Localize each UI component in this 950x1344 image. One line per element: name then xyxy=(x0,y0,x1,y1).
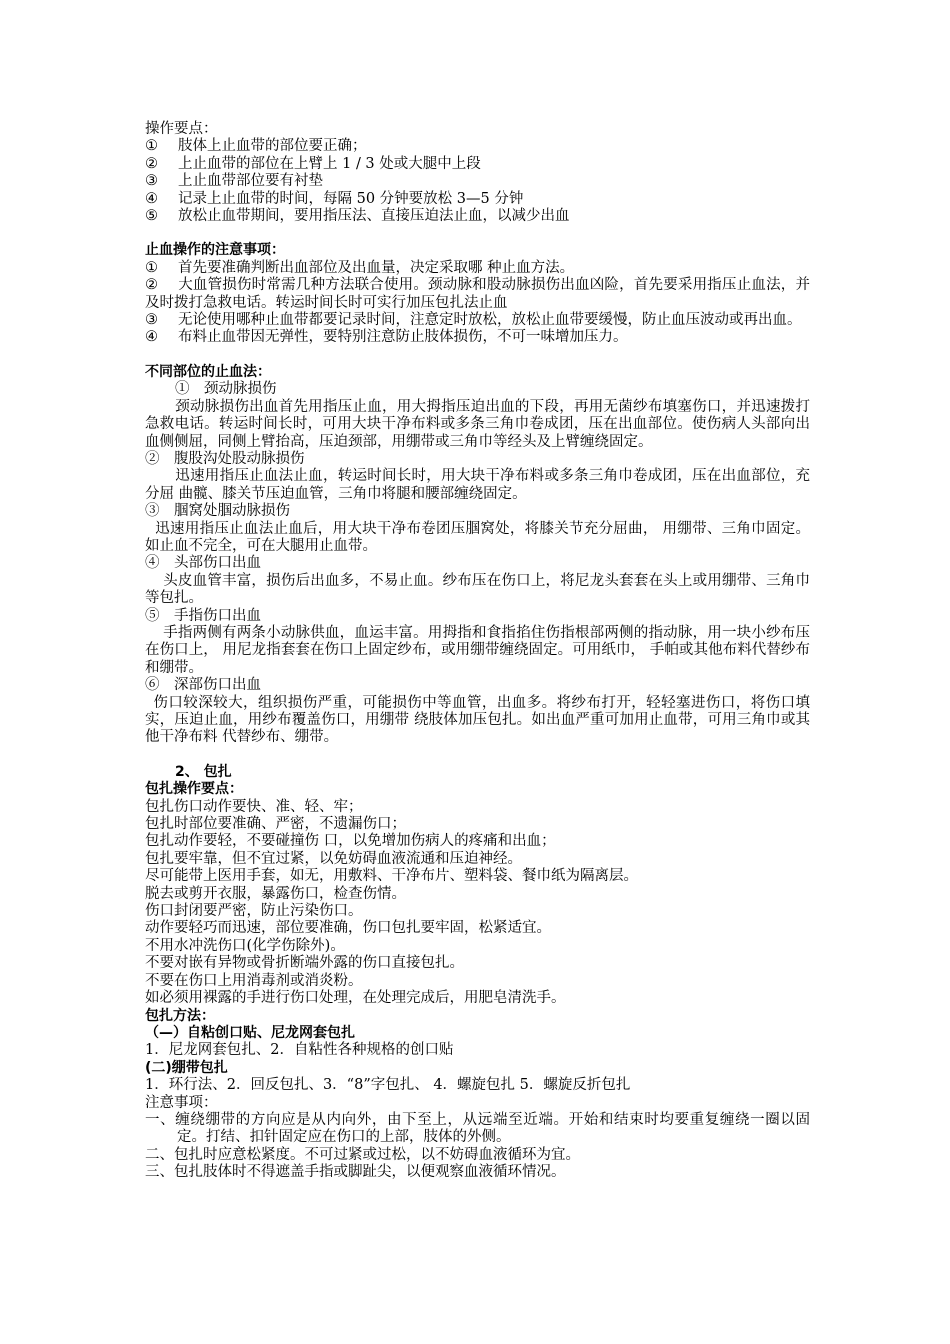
bandage-point: 脱去或剪开衣服，暴露伤口，检查伤情。 xyxy=(145,885,406,902)
bandage-point: 尽可能带上医用手套，如无，用敷料、干净布片、塑料袋、餐巾纸为隔离层。 xyxy=(145,868,638,885)
caution-item: ③ 无论使用哪种止血带都要记录时间，注意定时放松，放松止血带要缓慢，防止血压波动或再出血。 xyxy=(145,312,802,329)
bandage-point: 包扎要牢靠，但不宜过紧，以免妨碍血液流通和压迫神经。 xyxy=(145,850,522,867)
site-body: 头皮血管丰富，损伤后出血多，不易止血。纱布压在伤口上，将尼龙头套套在头上或用绷带、三角巾等包扎。 xyxy=(145,572,810,607)
bandage-point: 动作要轻巧而迅速，部位要准确，伤口包扎要牢固，松紧适宜。 xyxy=(145,920,551,937)
site-title: ⑤ 手指伤口出血 xyxy=(145,607,261,624)
bandage-point: 不要在伤口上用消毒剂或消炎粉。 xyxy=(145,972,363,989)
caution-item: ① 首先要准确判断出血部位及出血量，决定采取哪 种止血方法。 xyxy=(145,259,575,276)
bandage-section-title: 2、 包扎 xyxy=(175,763,232,780)
site-title: ⑥ 深部伤口出血 xyxy=(145,677,261,694)
note-item: 三、包扎肢体时不得遮盖手指或脚趾尖，以便观察血液循环情况。 xyxy=(145,1164,566,1181)
site-title: ② 腹股沟处股动脉损伤 xyxy=(145,450,305,467)
document-page xyxy=(145,121,810,1182)
op-point-item: ① 肢体上止血带的部位要正确； xyxy=(145,138,367,155)
caution-item: ④ 布料止血带因无弹性，要特别注意防止肢体损伤，不可一味增加压力。 xyxy=(145,329,628,346)
caution-item: ② 大血管损伤时常需几种方法联合使用。颈动脉和股动脉损伤出血凶险，首先要采用指压止血法，并及时拨打急救电话。转运时间长时可实行加压包扎法止血 xyxy=(145,277,810,311)
bandage-point: 不要对嵌有异物或骨折断端外露的伤口直接包扎。 xyxy=(145,955,464,972)
notes-heading: 注意事项： xyxy=(145,1094,218,1111)
op-point-item: ② 上止血带的部位在上臂上 1 / 3 处或大腿中上段 xyxy=(145,155,481,172)
site-body: 迅速用指压止血法止血后，用大块干净布卷团压腘窝处，将膝关节充分屈曲， 用绷带、三角巾固定。如止血不完全，可在大腿用止血带。 xyxy=(145,520,810,554)
bandage-point: 包扎伤口动作要快、准、轻、牢； xyxy=(145,798,363,815)
note-item: 二、包扎时应意松紧度。不可过紧或过松，以不妨碍血液循环为宜。 xyxy=(145,1146,580,1163)
method-2-heading: (二)绷带包扎 xyxy=(145,1059,228,1076)
note-item: 一、缠绕绷带的方向应是从内向外，由下至上，从远端至近端。开始和结束时均要重复缠绕一圈以固定。打结、扣针固定应在伤口的上部，肢体的外侧。 xyxy=(145,1111,810,1146)
site-title: ① 颈动脉损伤 xyxy=(175,381,277,398)
bandage-points-heading: 包扎操作要点： xyxy=(145,781,243,798)
op-points-heading: 操作要点： xyxy=(145,121,218,137)
op-point-item: ⑤ 放松止血带期间，要用指压法、直接压迫法止血，以减少出血 xyxy=(145,208,570,225)
site-body: 手指两侧有两条小动脉供血，血运丰富。用拇指和食指掐住伤指根部两侧的指动脉，用一块小纱布压在伤口上， 用尼龙指套套在伤口上固定纱布，或用绷带缠绕固定。可用纸巾， 手帕或其他布料代替纱布和绷带。 xyxy=(145,624,810,676)
bandage-point: 包扎时部位要准确、严密，不遗漏伤口； xyxy=(145,816,406,833)
method-1-text: 1．尼龙网套包扎、2．自粘性各种规格的创口贴 xyxy=(145,1042,454,1059)
bandage-point: 不用水冲洗伤口(化学伤除外)。 xyxy=(145,937,345,954)
site-body: 迅速用指压止血法止血，转运时间长时，用大块干净布料或多条三角巾卷成团，压在出血部位，充分屈 曲髋、膝关节压迫血管，三角巾将腿和腰部缠绕固定。 xyxy=(145,468,810,502)
bandage-methods-heading: 包扎方法： xyxy=(145,1007,215,1024)
op-point-item: ④ 记录上止血带的时间，每隔 50 分钟要放松 3—5 分钟 xyxy=(145,190,524,207)
bandage-point: 伤口封闭要严密，防止污染伤口。 xyxy=(145,903,363,920)
op-point-item: ③ 上止血带部位要有衬垫 xyxy=(145,173,323,190)
method-1-heading: （—）自粘创口贴、尼龙网套包扎 xyxy=(145,1024,355,1041)
site-body: 伤口较深较大，组织损伤严重，可能损伤中等血管，出血多。将纱布打开，轻轻塞进伤口，将伤口填实，压迫止血，用纱布覆盖伤口，用绷带 绕肢体加压包扎。如出血严重可加用止血带，可用三角巾或其他干净布料 代替纱布、绷带。 xyxy=(145,694,810,746)
method-2-text: 1．环行法、2．回反包扎、3．“8”字包扎、 4．螺旋包扎 5．螺旋反折包扎 xyxy=(145,1077,631,1094)
bandage-point: 如必须用裸露的手进行伤口处理，在处理完成后，用肥皂清洗手。 xyxy=(145,990,566,1007)
cautions-heading: 止血操作的注意事项： xyxy=(145,242,285,259)
bandage-point: 包扎动作要轻，不要碰撞伤 口，以免增加伤病人的疼痛和出血； xyxy=(145,833,556,850)
sites-heading: 不同部位的止血法： xyxy=(145,363,271,380)
site-title: ④ 头部伤口出血 xyxy=(145,555,261,572)
site-body: 颈动脉损伤出血首先用指压止血，用大拇指压迫出血的下段，再用无菌纱布填塞伤口，并迅速拨打急救电话。转运时间长时，可用大块干净布料或多条三角巾卷成团，压在出血部位。使伤病人头部向出血侧侧屈，同侧上臂抬高，压迫颈部，用绷带或三角巾等经头及上臂缠绕固定。 xyxy=(145,398,810,450)
site-title: ③ 腘窝处腘动脉损伤 xyxy=(145,503,290,520)
